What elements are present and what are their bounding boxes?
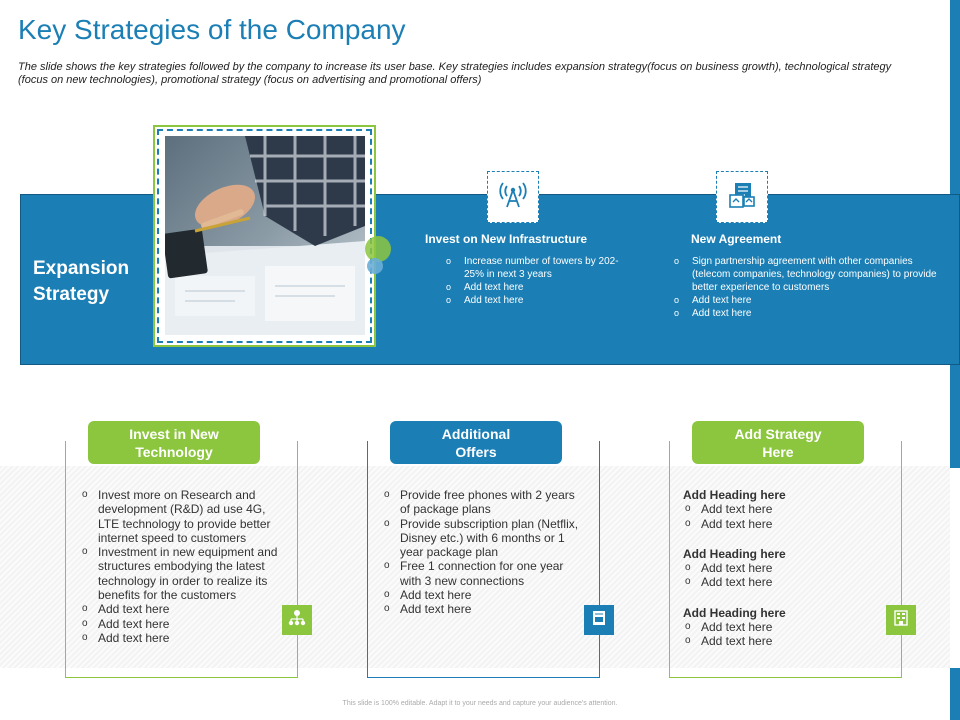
agreement-icon-box xyxy=(716,171,768,223)
list-item: o Add text here xyxy=(444,294,624,307)
right-accent-bar-bottom xyxy=(950,668,960,720)
technology-icon-box xyxy=(282,605,312,635)
list-item: o Add text here xyxy=(80,631,285,645)
group-bullets xyxy=(683,502,888,531)
office-desk-photo xyxy=(165,136,365,335)
list-item: o Add text here xyxy=(382,588,587,602)
agreement-title: New Agreement xyxy=(691,232,782,246)
page-title: Key Strategies of the Company xyxy=(18,14,406,45)
offers-bullets xyxy=(382,488,587,617)
infrastructure-icon-box xyxy=(487,171,539,223)
strategy-groups xyxy=(683,488,888,649)
tower-icon xyxy=(498,180,528,215)
list-item: o Increase number of towers by 202-25% in next 3 years xyxy=(444,255,624,281)
list-item: o Add text here xyxy=(80,602,285,616)
list-item: o Add text here xyxy=(382,602,587,616)
technology-bullets xyxy=(80,488,285,645)
list-item: o Add text here xyxy=(683,517,888,531)
list-item: o Free 1 connection for one year with 3 new connections xyxy=(382,559,587,588)
list-item: o Add text here xyxy=(683,575,888,589)
list-item: o Add text here xyxy=(683,620,888,634)
list-item: o Add text here xyxy=(683,502,888,516)
top-bar-mask xyxy=(0,0,950,9)
technology-tab-line2: Technology xyxy=(135,443,213,460)
document-icon xyxy=(589,608,609,633)
strategy-group xyxy=(683,488,888,531)
strategy-tab xyxy=(692,421,864,464)
group-bullets xyxy=(683,620,888,649)
list-item: o Add text here xyxy=(672,307,942,320)
group-heading: Add Heading here xyxy=(683,605,786,620)
list-item: o Provide free phones with 2 years of package plans xyxy=(382,488,587,517)
offers-tab xyxy=(390,421,562,464)
expansion-strategy-title xyxy=(33,256,129,308)
technology-tab-line1: Invest in New xyxy=(129,425,219,442)
strategy-tab-line2: Here xyxy=(762,443,794,460)
infrastructure-title: Invest on New Infrastructure xyxy=(425,232,588,246)
strategy-group xyxy=(683,547,888,590)
group-heading: Add Heading here xyxy=(683,488,786,502)
infrastructure-bullets xyxy=(444,255,624,307)
offers-icon-box xyxy=(584,605,614,635)
group-bullets xyxy=(683,561,888,590)
list-item: o Add text here xyxy=(683,634,888,648)
offers-tab-line2: Offers xyxy=(455,443,497,460)
expansion-title-line2: Strategy xyxy=(33,284,110,305)
list-item: o Investment in new equipment and structures embodying the latest technology in order to realize its benefits for the customers xyxy=(80,545,285,602)
strategy-group xyxy=(683,606,888,649)
list-item: o Provide subscription plan (Netflix, Disney etc.) with 6 months or 1 year package plan xyxy=(382,517,587,560)
technology-tab xyxy=(88,421,260,464)
agreement-bullets xyxy=(672,255,942,320)
strategy-tab-line1: Add Strategy xyxy=(734,425,822,442)
list-item: o Add text here xyxy=(683,561,888,575)
footer-note: This slide is 100% editable. Adapt it to your needs and capture your audience's attention. xyxy=(342,700,618,707)
building-icon xyxy=(891,608,911,633)
network-icon xyxy=(287,608,307,633)
decorative-blue-dot xyxy=(367,258,383,274)
list-item: o Add text here xyxy=(672,294,942,307)
strategy-icon-box xyxy=(886,605,916,635)
group-heading: Add Heading here xyxy=(683,546,786,561)
offers-tab-line1: Additional xyxy=(441,425,511,442)
agreement-icon xyxy=(727,180,757,215)
list-item: o Add text here xyxy=(80,617,285,631)
list-item: o Add text here xyxy=(444,281,624,294)
list-item: o Sign partnership agreement with other companies (telecom companies, technology companies) to provide better experience to customers xyxy=(672,255,942,294)
page-subtitle: The slide shows the key strategies followed by the company to increase its user base. Key strategies includes expansion strategy(focus on business growth), technological strategy (focus on new technologies), promotional strategy (focus on advertising and promotional offers) xyxy=(18,61,892,86)
list-item: o Invest more on Research and development (R&D) ad use 4G, LTE technology to provide better internet speed to customers xyxy=(80,488,285,545)
expansion-title-line1: Expansion xyxy=(33,258,130,279)
